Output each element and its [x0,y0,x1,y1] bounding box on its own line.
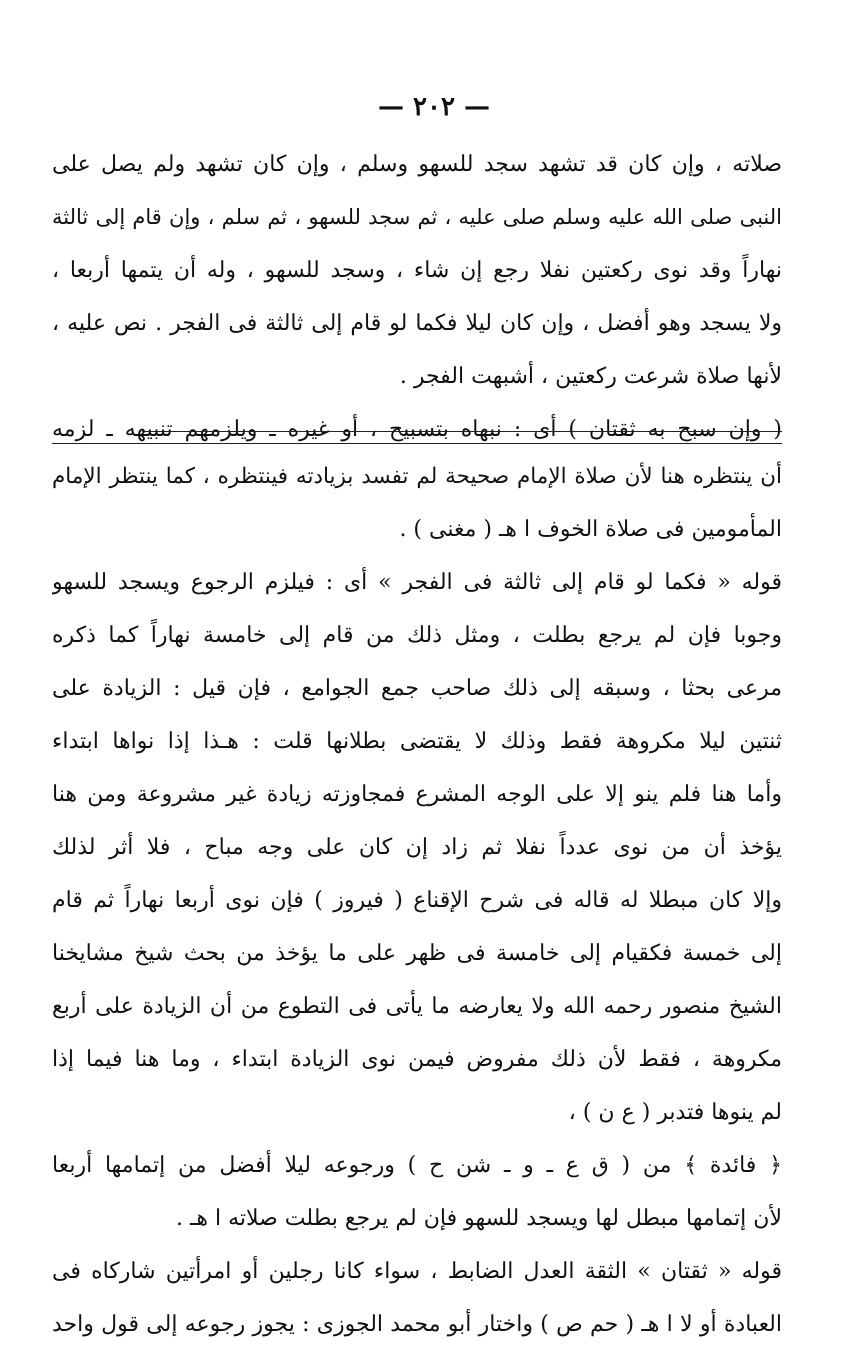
commentary-line: الشيخ منصور رحمه الله ولا يعارضه ما يأتى فى التطوع من أن الزيادة على أربع [52,994,782,1019]
page-number: — ٢٠٢ — [377,92,491,122]
main-text-line: نهاراً وقد نوى ركعتين نفلا رجع إن شاء ، وسجد للسهو ، وله أن يتمها أربعا ، [52,258,782,283]
main-text [52,138,782,456]
main-text-line: النبى صلى الله عليه وسلم صلى عليه ، ثم سجد للسهو ، ثم سلم ، وإن قام إلى ثالثة [52,205,782,229]
commentary-line: مكروهة ، فقط لأن ذلك مفروض فيمن نوى الزيادة ابتداء ، وما هنا فيما إذا [52,1047,782,1072]
main-text-line: صلاته ، وإن كان قد تشهد سجد للسهو وسلم ، وإن كان تشهد ولم يصل على [52,152,782,177]
commentary-line: وجوبا فإن لم يرجع بطلت ، ومثل ذلك من قام إلى خامسة نهاراً كما ذكره [52,623,782,648]
commentary-text [52,450,782,1351]
commentary-divider [52,443,782,444]
commentary-line: المأمومين فى صلاة الخوف ا هـ ( مغنى ) . [399,517,782,542]
commentary-line: العبادة أو لا ا هـ ( حم ص ) واختار أبو محمد الجوزى : يجوز رجوعه إلى قول واحد [52,1312,782,1337]
commentary-line: يؤخذ أن من نوى عدداً نفلا ثم زاد إن كان على وجه مباح ، فلا أثر لذلك [52,835,782,860]
commentary-line: ثنتين ليلا مكروهة فقط وذلك لا يقتضى بطلانها قلت : هـذا إذا نواها ابتداء [52,729,782,754]
underline-rule [142,431,782,432]
commentary-line: ﴿ فائدة ﴾ من ( ق ع ـ و ـ شن ح ) ورجوعه ليلا أفضل من إتمامها أربعا [52,1153,782,1178]
commentary-line: قوله « فكما لو قام إلى ثالثة فى الفجر » أى : فيلزم الرجوع ويسجد للسهو [52,570,782,595]
commentary-line: إلى خمسة فكقيام إلى خامسة فى ظهر على ما يؤخذ من بحث شيخ مشايخنا [52,941,782,966]
commentary-line: وأما هنا فلم ينو إلا على الوجه المشرع فمجاوزته زيادة غير مشروعة ومن هنا [52,782,782,807]
commentary-line: أن ينتظره هنا لأن صلاة الإمام صحيحة لم تفسد بزيادته فينتظره ، كما ينتظر الإمام [52,464,782,489]
commentary-line: قوله « ثقتان » الثقة العدل الضابط ، سواء كانا رجلين أو امرأتين شاركاه فى [52,1259,782,1284]
main-text-line: لأنها صلاة شرعت ركعتين ، أشبهت الفجر . [399,364,782,389]
main-text-line: ( وإن سبح به ثقتان ) أى : نبهاه بتسبيح ، أو غيره ـ ويلزمهم تنبيهه ـ لزمه [52,417,782,442]
commentary-line: مرعى بحثا ، وسبقه إلى ذلك صاحب جمع الجوامع ، فإن قيل : الزيادة على [52,676,782,701]
main-text-line: ولا يسجد وهو أفضل ، وإن كان ليلا فكما لو قام إلى ثالثة فى الفجر . نص عليه ، [52,311,782,336]
commentary-line: لم ينوها فتدبر ( ع ن ) ، [568,1100,782,1125]
commentary-line: لأن إتمامها مبطل لها ويسجد للسهو فإن لم يرجع بطلت صلاته ا هـ . [175,1206,782,1231]
commentary-line: وإلا كان مبطلا له قاله فى شرح الإقناع ( فيروز ) فإن نوى أربعا نهاراً ثم قام [52,888,782,913]
